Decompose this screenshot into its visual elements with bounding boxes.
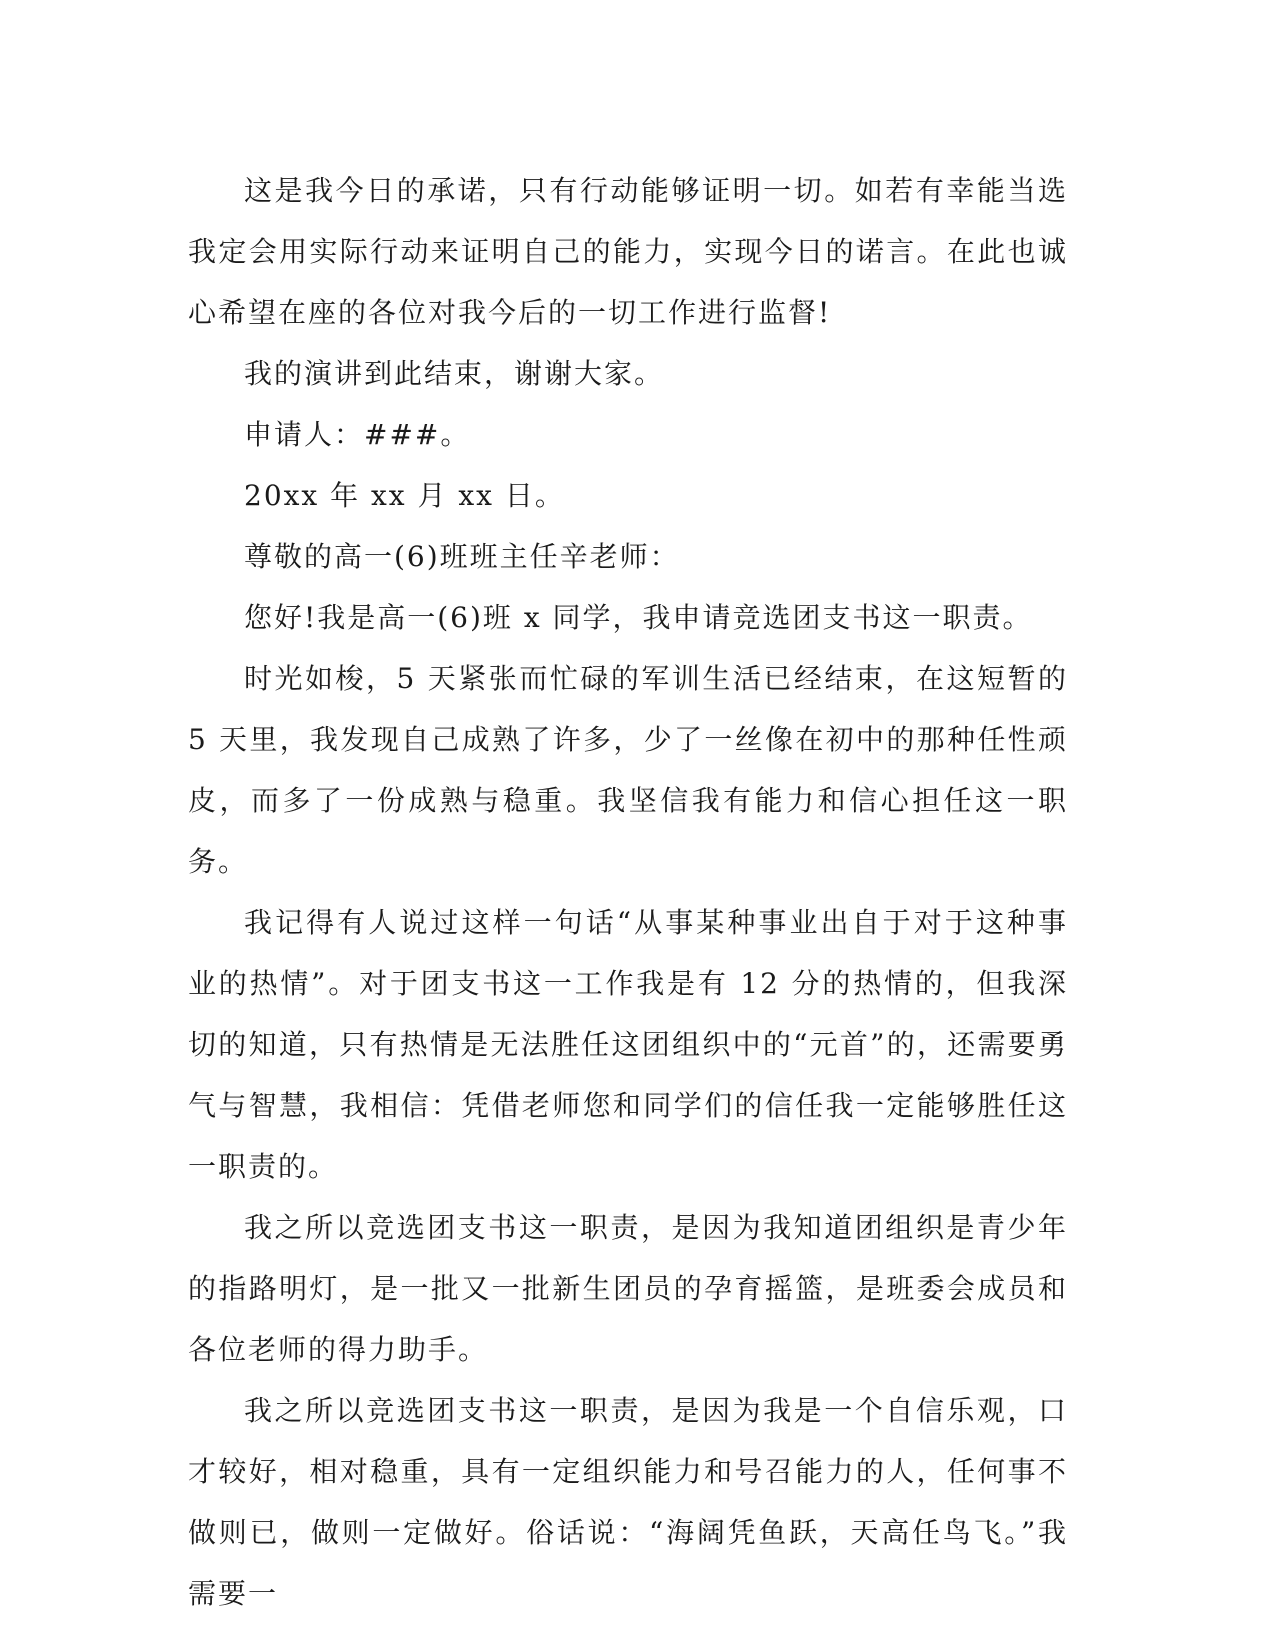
- paragraph-salutation: 尊敬的高一(6)班班主任辛老师：: [244, 540, 680, 573]
- paragraph-military-training: 时光如梭，5 天紧张而忙碌的军训生活已经结束，在这短暂的 5 天里，我发现自己成熟了许多，少了一丝像在初中的那种任性顽皮，而多了一份成熟与稳重。我坚信我有能力和信心担任这一职务。: [188, 662, 1068, 878]
- paragraph-greeting: 您好!我是高一(6)班 x 同学，我申请竞选团支书这一职责。: [244, 601, 1033, 634]
- paragraph-date: 20xx 年 xx 月 xx 日。: [244, 479, 565, 512]
- document-body: [188, 160, 1068, 1624]
- paragraph-passion: 我记得有人说过这样一句话“从事某种事业出自于对于这种事业的热情”。对于团支书这一工作我是有 12 分的热情的，但我深切的知道，只有热情是无法胜任这团组织中的“元首”的，还需要勇气与智慧，我相信：凭借老师您和同学们的信任我一定能够胜任这一职责的。: [188, 906, 1068, 1183]
- paragraph-reason-league: 我之所以竞选团支书这一职责，是因为我知道团组织是青少年的指路明灯，是一批又一批新生团员的孕育摇篮，是班委会成员和各位老师的得力助手。: [188, 1211, 1068, 1366]
- paragraph-reason-self: 我之所以竞选团支书这一职责，是因为我是一个自信乐观，口才较好，相对稳重，具有一定组织能力和号召能力的人，任何事不做则已，做则一定做好。俗话说：“海阔凭鱼跃，天高任鸟飞。”我需要一: [188, 1394, 1068, 1610]
- paragraph-closing: 我的演讲到此结束，谢谢大家。: [244, 357, 665, 390]
- paragraph-applicant: 申请人：###。: [244, 418, 471, 451]
- paragraph-commitment: 这是我今日的承诺，只有行动能够证明一切。如若有幸能当选我定会用实际行动来证明自己的能力，实现今日的诺言。在此也诚心希望在座的各位对我今后的一切工作进行监督!: [188, 174, 1068, 329]
